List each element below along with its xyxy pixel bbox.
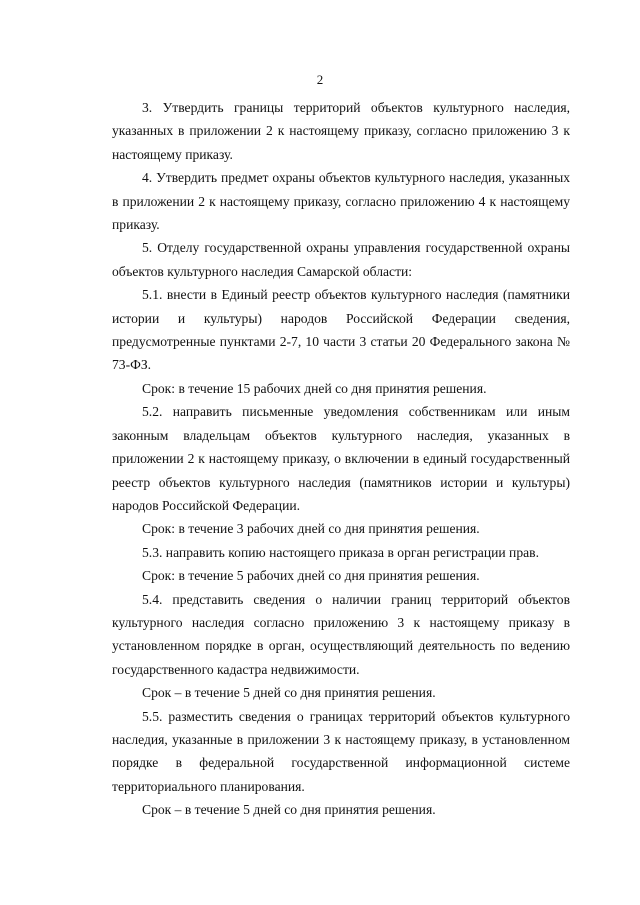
- deadline-5-1: Срок: в течение 15 рабочих дней со дня принятия решения.: [142, 380, 487, 396]
- paragraph-5-3: 5.3. направить копию настоящего приказа в орган регистрации прав.: [142, 544, 539, 560]
- deadline-5-2: Срок: в течение 3 рабочих дней со дня принятия решения.: [142, 521, 480, 537]
- paragraph-3: 3. Утвердить границы территорий объектов культурного наследия, указанных в приложении 2 к настоящему приказу, согласно приложению 3 к настоящему приказу.: [112, 100, 570, 162]
- deadline-5-3: Срок: в течение 5 рабочих дней со дня принятия решения.: [142, 568, 480, 584]
- document-body: [112, 96, 570, 822]
- deadline-5-5: Срок – в течение 5 дней со дня принятия решения.: [142, 802, 436, 818]
- page-number: 2: [316, 72, 324, 87]
- paragraph-5: 5. Отделу государственной охраны управления государственной охраны объектов культурного наследия Самарской области:: [112, 240, 570, 279]
- deadline-5-4: Срок – в течение 5 дней со дня принятия решения.: [142, 685, 436, 701]
- paragraph-5-5: 5.5. разместить сведения о границах территорий объектов культурного наследия, указанные в приложении 3 к настоящему приказу, в установленном порядке в федеральной государственной информационной системе территориального планирования.: [112, 708, 570, 794]
- paragraph-4: 4. Утвердить предмет охраны объектов культурного наследия, указанных в приложении 2 к настоящему приказу, согласно приложению 4 к настоящему приказу.: [112, 170, 570, 233]
- paragraph-5-1: 5.1. внести в Единый реестр объектов культурного наследия (памятники истории и культуры) народов Российской Федерации сведения, предусмотренные пунктами 2-7, 10 части 3 статьи 20 Федерального закона № 73-ФЗ.: [112, 287, 570, 373]
- paragraph-5-2: 5.2. направить письменные уведомления собственникам или иным законным владельцам объектов культурного наследия, указанных в приложении 2 к настоящему приказу, о включении в единый государственный реестр объектов культурного наследия (памятников истории и культуры) народов Российской Федерации.: [112, 404, 570, 513]
- paragraph-5-4: 5.4. представить сведения о наличии границ территорий объектов культурного наследия согласно приложению 3 к настоящему приказу в установленном порядке в орган, осуществляющий деятельность по ведению государственного кадастра недвижимости.: [112, 591, 570, 677]
